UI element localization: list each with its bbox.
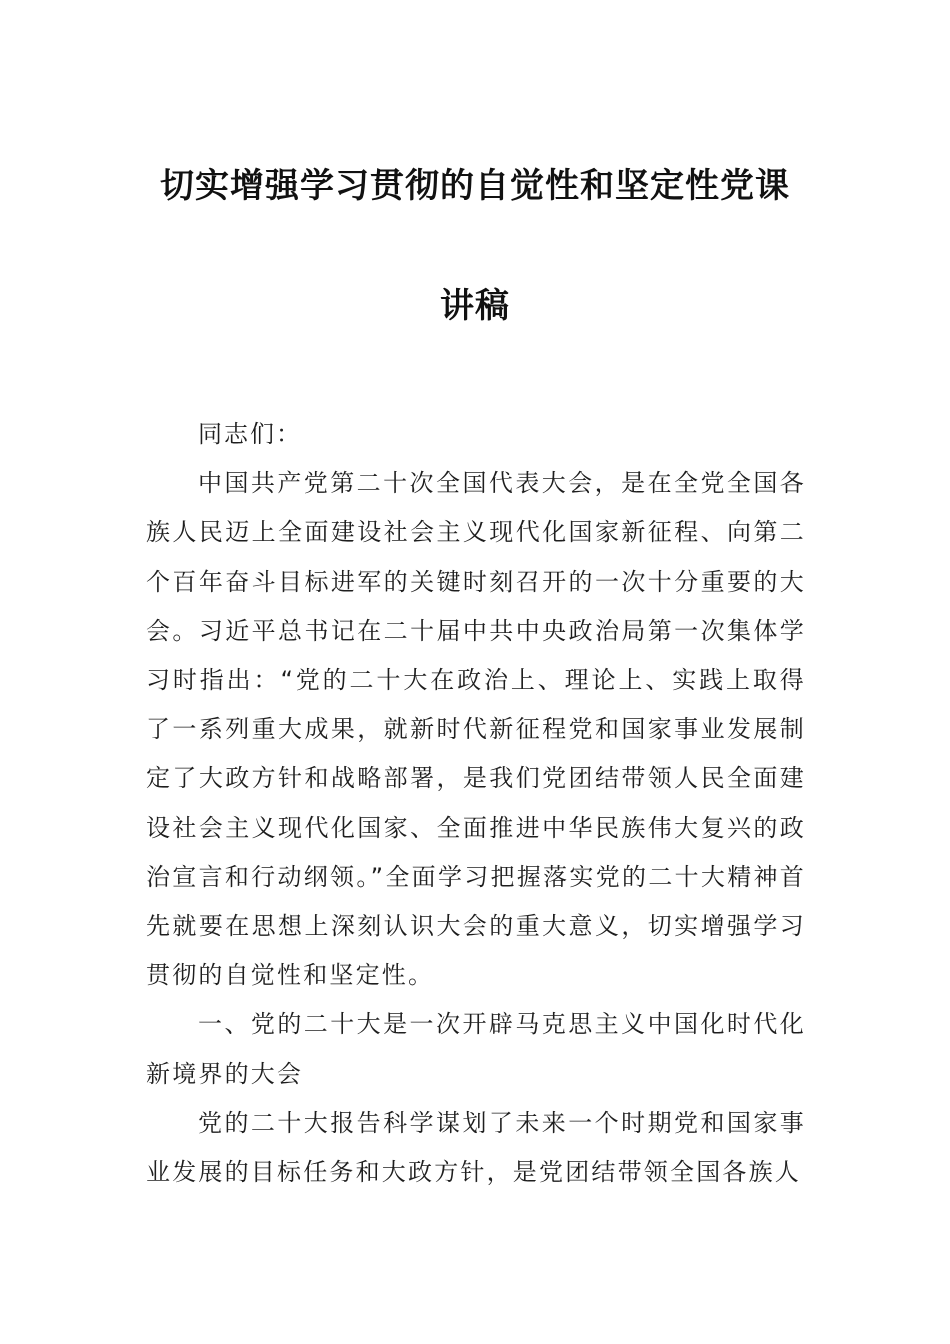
section-heading-1: 一、党的二十大是一次开辟马克思主义中国化时代化新境界的大会: [146, 1010, 806, 1088]
document-body: [146, 410, 806, 1197]
paragraph-section-1: 党的二十大报告科学谋划了未来一个时期党和国家事业发展的目标任务和大政方针，是党团结带领全国各族人: [146, 1108, 806, 1187]
paragraph-intro: 中国共产党第二十次全国代表大会，是在全党全国各族人民迈上全面建设社会主义现代化国家新征程、向第二个百年奋斗目标进军的关键时刻召开的一次十分重要的大会。习近平总书记在二十届中共中央政治局第一次集体学习时指出：“党的二十大在政治上、理论上、实践上取得了一系列重大成果，就新时代新征程党和国家事业发展制定了大政方针和战略部署，是我们党团结带领人民全面建设社会主义现代化国家、全面推进中华民族伟大复兴的政治宣言和行动纲领。”全面学习把握落实党的二十大精神首先就要在思想上深刻认识大会的重大意义，切实增强学习贯彻的自觉性和坚定性。: [146, 469, 806, 990]
salutation: 同志们：: [198, 420, 302, 448]
document-title-continued: 讲稿: [440, 286, 510, 326]
document-title: 切实增强学习贯彻的自觉性和坚定性党课: [160, 166, 790, 206]
